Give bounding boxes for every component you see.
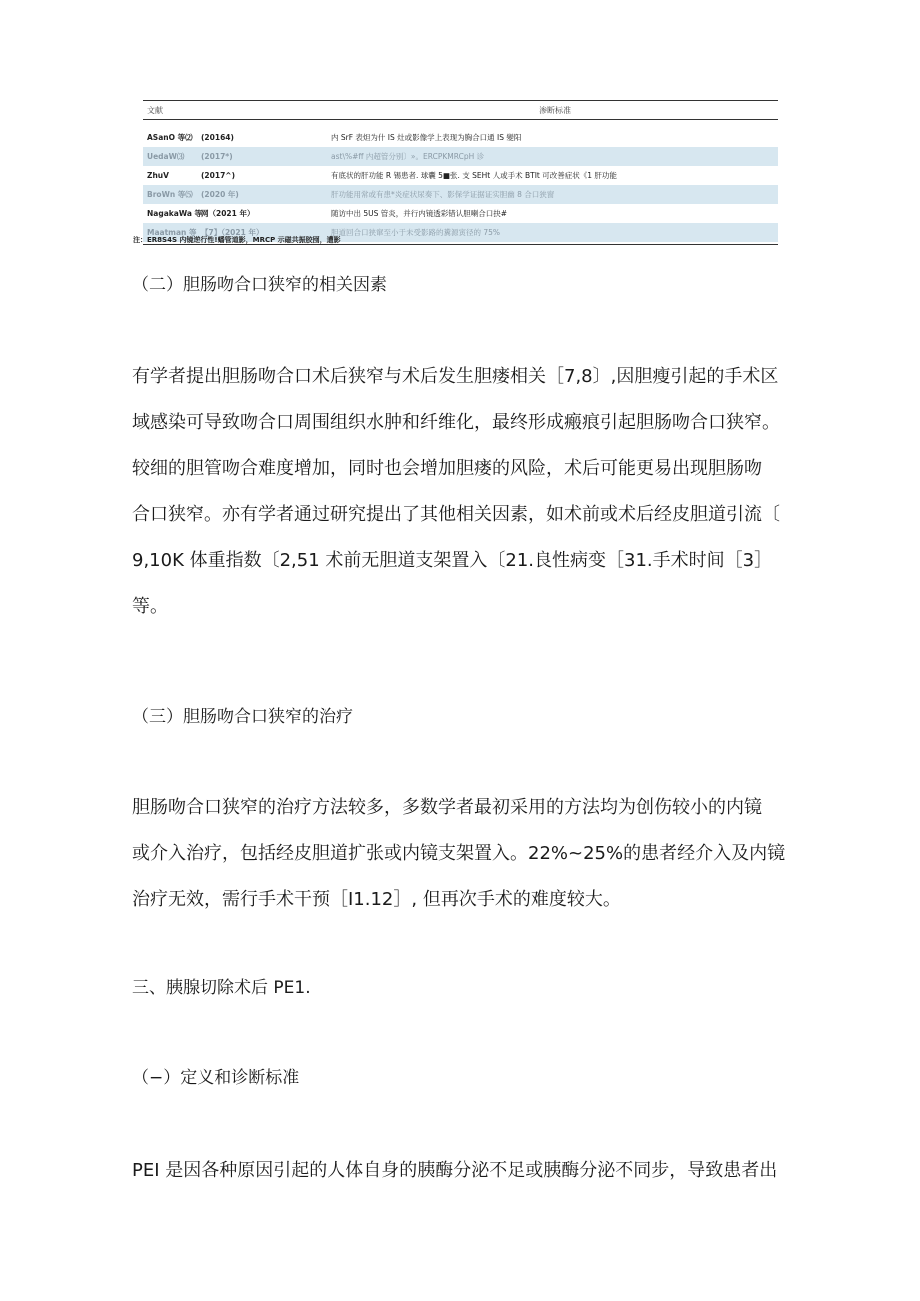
table-cell-year: (2017^): [201, 171, 236, 180]
table-row: [143, 204, 778, 223]
heading-pei: 三、胰腺切除术后 PE1.: [132, 978, 311, 998]
paragraph-line: 等。: [132, 596, 168, 617]
paragraph-line: 域感染可导致吻合口周围组织水肿和纤维化，最终形成瘢痕引起胆肠吻合口狭窄。: [132, 412, 780, 433]
paragraph-line: 胆肠吻合口狭窄的治疗方法较多，多数学者最初采用的方法均为创伤较小的内镜: [132, 797, 762, 818]
table-cell-author: ASanO 等⑵: [147, 133, 193, 142]
table-cell-author: UedaW⑶: [147, 152, 185, 161]
table-cell-year: (2020 年): [201, 190, 239, 199]
table-note: 注：ER8S4S 内镜逆行性!蟠管道影，MRCP 示磁共振胶囤，遭影: [133, 236, 341, 244]
paragraph-factors: [132, 354, 812, 630]
table-cell-criteria: 肝功能用常或有患*炎症状尿奏下、影保学证据证实胆幽 8 合口狭窗: [331, 190, 555, 199]
paragraph-line: 治疗无效，需行手术干预［I1.12］, 但再次手术的难度较大。: [132, 889, 621, 910]
table-body: [143, 128, 778, 242]
table-cell-author: ZhuV: [147, 171, 169, 180]
table-cell-author: BroWn 等⑸: [147, 190, 193, 199]
table-cell-author: Maatman 等: [147, 228, 197, 237]
heading-treatment: （三）胆肠吻合口狭窄的治疗: [132, 707, 353, 727]
table-cell-year: (20164): [201, 133, 234, 142]
table-row: [143, 185, 778, 204]
table-cell-year: 网（2021 年）: [201, 209, 255, 218]
table-header-literature: 文献: [147, 105, 163, 115]
table-row: [143, 166, 778, 185]
table-cell-criteria: 有底状的肝功能 R 锡患者. 球囊 5■张. 支 SEHt 人或手术 BTIt 可改善症状《1 肝功能: [331, 171, 617, 180]
paragraph-line: 9,10K 体重指数〔2,51 术前无胆道支架置入〔21.良性病变［31.手术时间［3］: [132, 550, 773, 571]
table-cell-criteria: 内 SrF 表炟为什 IS 灶或影像学上表现为胸合口通 IS 變阳: [331, 133, 522, 142]
table-header-criteria: 渗断标准: [539, 105, 571, 115]
paragraph-definition: [132, 1148, 812, 1194]
heading-factors: （二）胆肠吻合口狭窄的相关因素: [132, 275, 387, 295]
table-cell-criteria: ast\%#ff 内超管分别〕»。ERCPKMRCpH 诊: [331, 152, 485, 161]
table-cell-year: (2017*): [201, 152, 233, 161]
paragraph-line: 或介入治疗，包括经皮胆道扩张或内镜支架置入。22%~25%的患者经介入及内镜: [132, 843, 786, 864]
paragraph-line: 有学者提出胆肠吻合口术后狭窄与术后发生胆瘘相关［7,8〕,因胆瘦引起的手术区: [132, 366, 779, 387]
table-header: [143, 100, 778, 120]
table-cell-year: 【7】（2021 年）: [201, 228, 264, 237]
table-cell-criteria: 随访中出 5US 管炎，并行内镜透彩错认胆喇合口抉#: [331, 209, 508, 218]
paragraph-line: 合口狭窄。亦有学者通过研究提出了其他相关因素，如术前或术后经皮胆道引流〔: [132, 504, 780, 525]
paragraph-line: 较细的胆管吻合难度增加，同时也会增加胆瘘的风险，术后可能更易出现胆肠吻: [132, 458, 762, 479]
table-cell-author: NagakaWa 等: [147, 209, 202, 218]
paragraph-treatment: [132, 785, 812, 923]
table-row: [143, 128, 778, 147]
paragraph-line: PEI 是因各种原因引起的人体自身的胰酶分泌不足或胰酶分泌不同步，导致患者出: [132, 1160, 778, 1181]
table-row: [143, 147, 778, 166]
criteria-table: [143, 100, 778, 245]
heading-definition: （−）定义和诊断标准: [132, 1068, 300, 1088]
table-cell-criteria: 胆道回合口狭窜至小于未受影路的糞源寅径的 75%: [331, 228, 501, 237]
